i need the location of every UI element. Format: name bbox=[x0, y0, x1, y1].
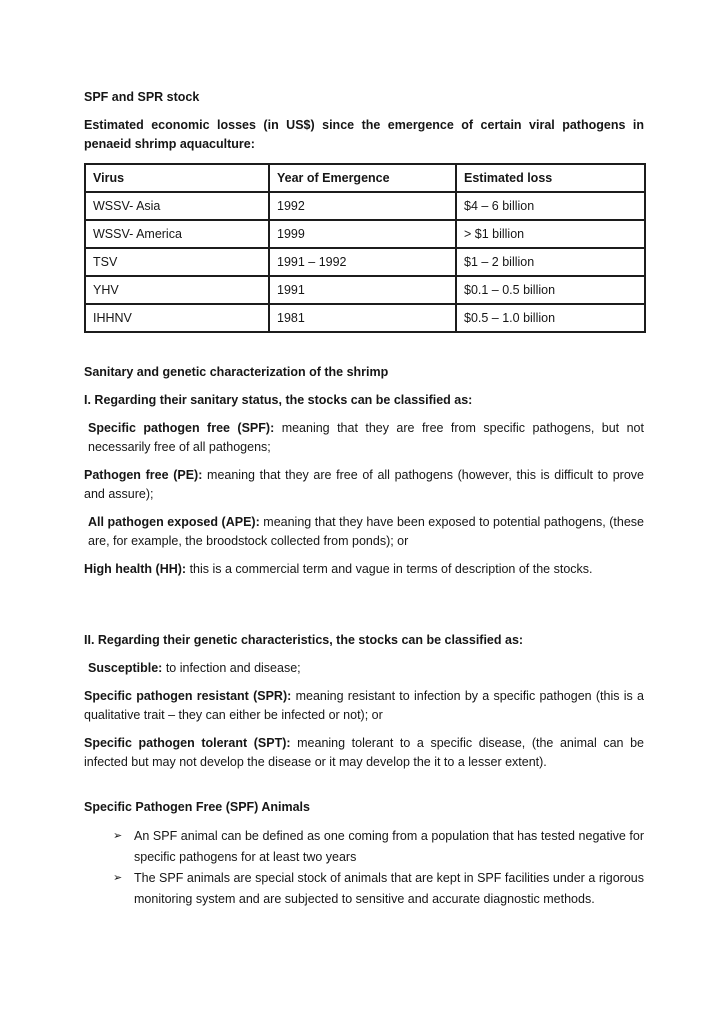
definition-term: Pathogen free (PE): bbox=[84, 468, 203, 482]
definition-term: Specific pathogen tolerant (SPT): bbox=[84, 736, 291, 750]
loss-cell: $0.5 – 1.0 billion bbox=[456, 304, 645, 332]
spf-animals-bullet-list bbox=[84, 826, 644, 910]
loss-cell: $0.1 – 0.5 billion bbox=[456, 276, 645, 304]
loss-cell: > $1 billion bbox=[456, 220, 645, 248]
definition-hh bbox=[84, 560, 644, 579]
virus-cell: YHV bbox=[85, 276, 269, 304]
definition-susceptible bbox=[84, 659, 644, 678]
year-cell: 1981 bbox=[269, 304, 456, 332]
bullet-text: An SPF animal can be defined as one coming from a population that has tested negative for specific pathogens for at least two years bbox=[134, 829, 644, 864]
definition-text: this is a commercial term and vague in terms of description of the stocks. bbox=[189, 562, 593, 576]
table-row bbox=[85, 192, 645, 220]
bullet-text: The SPF animals are special stock of animals that are kept in SPF facilities under a rigorous monitoring system and are subjected to sensitive and accurate diagnostic methods. bbox=[134, 871, 644, 906]
definition-text: meaning that they have been exposed to potential pathogens, (these are, for example, the broodstock collected from ponds); or bbox=[88, 515, 644, 548]
col-header-year: Year of Emergence bbox=[269, 164, 456, 192]
sanitary-section-heading: Sanitary and genetic characterization of the shrimp bbox=[84, 365, 389, 379]
definition-text: meaning tolerant to a specific disease, (the animal can be infected but may not develop the disease or it may develop the it to a lesser extent). bbox=[84, 736, 644, 769]
virus-cell: WSSV- Asia bbox=[85, 192, 269, 220]
definition-spt bbox=[84, 734, 644, 772]
virus-cell: WSSV- America bbox=[85, 220, 269, 248]
definition-text: meaning that they are free from specific pathogens, but not necessarily free of all pathogens; bbox=[88, 421, 644, 454]
sanitary-subheading: I. Regarding their sanitary status, the stocks can be classified as: bbox=[84, 393, 473, 407]
table-header-row bbox=[85, 164, 645, 192]
losses-table bbox=[84, 163, 646, 333]
definition-spr bbox=[84, 687, 644, 725]
year-cell: 1992 bbox=[269, 192, 456, 220]
definition-spf bbox=[84, 419, 644, 457]
table-row bbox=[85, 220, 645, 248]
definition-term: Specific pathogen resistant (SPR): bbox=[84, 689, 292, 703]
definition-pe bbox=[84, 466, 644, 504]
virus-cell: IHHNV bbox=[85, 304, 269, 332]
col-header-loss: Estimated loss bbox=[456, 164, 645, 192]
col-header-virus: Virus bbox=[85, 164, 269, 192]
definition-text: meaning resistant to infection by a specific pathogen (this is a qualitative trait – they can either be infected or not); or bbox=[84, 689, 645, 722]
loss-cell: $4 – 6 billion bbox=[456, 192, 645, 220]
arrowhead-bullet-icon: ➢ bbox=[113, 872, 123, 884]
definition-text: meaning that they are free of all pathogens (however, this is difficult to prove and assure); bbox=[84, 468, 644, 501]
table-row bbox=[85, 304, 645, 332]
year-cell: 1991 bbox=[269, 276, 456, 304]
definition-term: High health (HH): bbox=[84, 562, 187, 576]
definition-term: All pathogen exposed (APE): bbox=[88, 515, 260, 529]
definition-text: to infection and disease; bbox=[165, 661, 301, 675]
list-item bbox=[84, 826, 644, 868]
year-cell: 1999 bbox=[269, 220, 456, 248]
virus-cell: TSV bbox=[85, 248, 269, 276]
table-row bbox=[85, 248, 645, 276]
definition-term: Susceptible: bbox=[88, 661, 163, 675]
intro-paragraph: Estimated economic losses (in US$) since the emergence of certain viral pathogens in penaeid shrimp aquaculture: bbox=[84, 118, 644, 151]
spf-animals-heading: Specific Pathogen Free (SPF) Animals bbox=[84, 800, 310, 814]
definition-term: Specific pathogen free (SPF): bbox=[88, 421, 275, 435]
definition-ape bbox=[84, 513, 644, 551]
genetic-subheading: II. Regarding their genetic characteristics, the stocks can be classified as: bbox=[84, 633, 524, 647]
table-row bbox=[85, 276, 645, 304]
list-item bbox=[84, 868, 644, 910]
arrowhead-bullet-icon: ➢ bbox=[113, 830, 123, 842]
year-cell: 1991 – 1992 bbox=[269, 248, 456, 276]
page-title: SPF and SPR stock bbox=[84, 90, 200, 104]
loss-cell: $1 – 2 billion bbox=[456, 248, 645, 276]
